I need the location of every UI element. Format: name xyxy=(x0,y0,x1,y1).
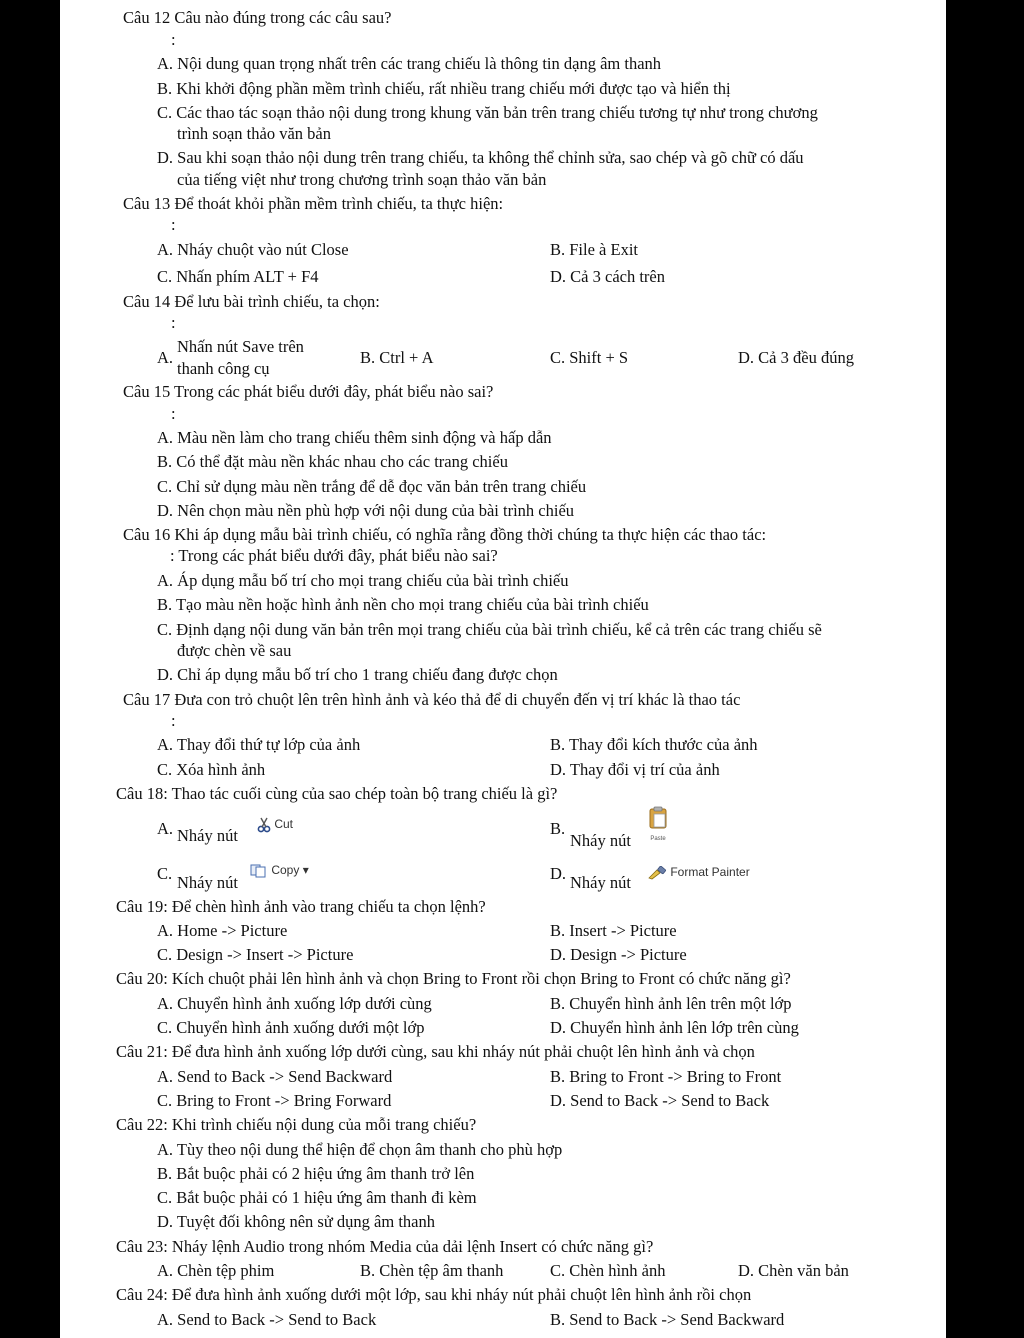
question-18-option-b: Nháy nút xyxy=(570,831,631,850)
question-21-option-a: A. Send to Back -> Send Backward xyxy=(157,1067,393,1086)
copy-icon xyxy=(250,863,268,877)
question-19-option-d: D. Design -> Picture xyxy=(550,945,687,964)
question-20-option-b: B. Chuyển hình ảnh lên trên một lớp xyxy=(550,994,792,1013)
document-page xyxy=(60,0,946,1338)
question-13-title: Câu 13 Để thoát khỏi phần mềm trình chiếu, ta thực hiện: xyxy=(123,194,504,213)
question-16-option-b: B. Tạo màu nền hoặc hình ảnh nền cho mọi trang chiếu của bài trình chiếu xyxy=(157,595,649,614)
question-14-option-a-letter: A. xyxy=(157,348,174,367)
format-painter-button xyxy=(647,865,750,880)
scissors-icon xyxy=(257,817,271,831)
question-22-title: Câu 22: Khi trình chiếu nội dung của mỗi trang chiếu? xyxy=(116,1115,477,1134)
question-19-option-c: C. Design -> Insert -> Picture xyxy=(157,945,354,964)
question-24-title: Câu 24: Để đưa hình ảnh xuống dưới một lớp, sau khi nháy nút phải chuột lên hình ảnh rồi chọn xyxy=(116,1285,752,1304)
question-17-colon: : xyxy=(171,711,176,730)
question-14-option-a-cont: thanh công cụ xyxy=(177,359,270,378)
question-21-option-d: D. Send to Back -> Send to Back xyxy=(550,1091,770,1110)
question-24-option-a: A. Send to Back -> Send to Back xyxy=(157,1310,377,1329)
question-15-option-a: A. Màu nền làm cho trang chiếu thêm sinh động và hấp dẫn xyxy=(157,428,552,447)
question-12-option-d: D. Sau khi soạn thảo nội dung trên trang chiếu, ta không thể chỉnh sửa, sao chép và gõ chữ có dấu xyxy=(157,148,804,167)
question-14-option-c: C. Shift + S xyxy=(550,348,629,367)
question-23-option-c: C. Chèn hình ảnh xyxy=(550,1261,666,1280)
question-18-option-c: Nháy nút xyxy=(177,873,238,892)
question-15-option-d: D. Nên chọn màu nền phù hợp với nội dung của bài trình chiếu xyxy=(157,501,575,520)
question-13-option-a: A. Nháy chuột vào nút Close xyxy=(157,240,349,259)
question-14-option-b: B. Ctrl + A xyxy=(360,348,434,367)
question-16-option-c-cont: được chèn về sau xyxy=(177,641,292,660)
question-22-option-c: C. Bắt buộc phải có 1 hiệu ứng âm thanh đi kèm xyxy=(157,1188,477,1207)
question-18-option-c-letter: C. xyxy=(157,864,173,883)
question-13-colon: : xyxy=(171,215,176,234)
question-23-option-d: D. Chèn văn bản xyxy=(738,1261,849,1280)
question-19-option-a: A. Home -> Picture xyxy=(157,921,288,940)
question-17-option-d: D. Thay đổi vị trí của ảnh xyxy=(550,760,720,779)
question-17-title: Câu 17 Đưa con trỏ chuột lên trên hình ảnh và kéo thả để di chuyển đến vị trí khác là thao tác xyxy=(123,690,741,709)
question-15-colon: : xyxy=(171,404,176,423)
question-21-option-b: B. Bring to Front -> Bring to Front xyxy=(550,1067,782,1086)
clipboard-icon xyxy=(647,817,669,834)
question-16-option-a: A. Áp dụng mẫu bố trí cho mọi trang chiếu của bài trình chiếu xyxy=(157,571,569,590)
question-15-option-c: C. Chỉ sử dụng màu nền trắng để dễ đọc văn bản trên trang chiếu xyxy=(157,477,587,496)
question-16-option-d: D. Chỉ áp dụng mẫu bố trí cho 1 trang chiếu đang được chọn xyxy=(157,665,558,684)
cut-label: Cut xyxy=(274,817,294,832)
format-painter-label: Format Painter xyxy=(670,865,750,879)
question-21-title: Câu 21: Để đưa hình ảnh xuống lớp dưới cùng, sau khi nháy nút phải chuột lên hình ảnh và chọn xyxy=(116,1042,755,1061)
question-14-title: Câu 14 Để lưu bài trình chiếu, ta chọn: xyxy=(123,292,380,311)
paintbrush-icon xyxy=(647,865,667,879)
copy-label: Copy ▾ xyxy=(271,863,309,877)
question-12-option-c: C. Các thao tác soạn thảo nội dung trong khung văn bản trên trang chiếu tương tự như trong chương xyxy=(157,103,818,122)
question-22-option-a: A. Tùy theo nội dung thể hiện để chọn âm thanh cho phù hợp xyxy=(157,1140,563,1159)
question-13-option-c: C. Nhấn phím ALT + F4 xyxy=(157,267,319,286)
question-12-option-b: B. Khi khởi động phần mềm trình chiếu, rất nhiều trang chiếu mới được tạo và hiển thị xyxy=(157,79,731,98)
question-14-option-a: Nhấn nút Save trên xyxy=(177,337,304,356)
question-18-title: Câu 18: Thao tác cuối cùng của sao chép toàn bộ trang chiếu là gì? xyxy=(116,784,558,803)
question-13-option-d: D. Cả 3 cách trên xyxy=(550,267,665,286)
question-24-option-b: B. Send to Back -> Send Backward xyxy=(550,1310,785,1329)
question-20-option-d: D. Chuyển hình ảnh lên lớp trên cùng xyxy=(550,1018,799,1037)
question-12-colon: : xyxy=(171,30,176,49)
question-23-option-a: A. Chèn tệp phim xyxy=(157,1261,275,1280)
question-23-title: Câu 23: Nháy lệnh Audio trong nhóm Media của dải lệnh Insert có chức năng gì? xyxy=(116,1237,654,1256)
paste-label: Paste xyxy=(650,836,666,842)
question-16-subtitle: : Trong các phát biểu dưới đây, phát biểu nào sai? xyxy=(170,546,498,565)
question-18-option-a-letter: A. xyxy=(157,819,174,838)
question-20-option-c: C. Chuyển hình ảnh xuống dưới một lớp xyxy=(157,1018,425,1037)
question-20-title: Câu 20: Kích chuột phải lên hình ảnh và chọn Bring to Front rồi chọn Bring to Front có chức năng gì? xyxy=(116,969,791,988)
question-13-option-b: B. File à Exit xyxy=(550,240,638,259)
question-14-option-d: D. Cả 3 đều đúng xyxy=(738,348,854,367)
question-18-option-d-letter: D. xyxy=(550,864,567,883)
question-15-title: Câu 15 Trong các phát biểu dưới đây, phát biểu nào sai? xyxy=(123,382,494,401)
question-23-option-b: B. Chèn tệp âm thanh xyxy=(360,1261,504,1280)
question-18-option-b-letter: B. xyxy=(550,819,566,838)
question-12-option-c-cont: trình soạn thảo văn bản xyxy=(177,124,331,143)
question-18-option-d: Nháy nút xyxy=(570,873,631,892)
question-16-option-c: C. Định dạng nội dung văn bản trên mọi trang chiếu của bài trình chiếu, kể cả trên các trang chiếu sẽ xyxy=(157,620,822,639)
question-22-option-b: B. Bắt buộc phải có 2 hiệu ứng âm thanh trở lên xyxy=(157,1164,475,1183)
question-15-option-b: B. Có thể đặt màu nền khác nhau cho các trang chiếu xyxy=(157,452,508,471)
question-20-option-a: A. Chuyển hình ảnh xuống lớp dưới cùng xyxy=(157,994,432,1013)
question-22-option-d: D. Tuyệt đối không nên sử dụng âm thanh xyxy=(157,1212,435,1231)
question-12-option-a: A. Nội dung quan trọng nhất trên các trang chiếu là thông tin dạng âm thanh xyxy=(157,54,662,73)
paste-button xyxy=(647,806,669,842)
question-16-title: Câu 16 Khi áp dụng mẫu bài trình chiếu, có nghĩa rằng đồng thời chúng ta thực hiện các thao tác: xyxy=(123,525,767,544)
question-12-option-d-cont: của tiếng việt như trong chương trình soạn thảo văn bản xyxy=(177,170,547,189)
question-17-option-a: A. Thay đổi thứ tự lớp của ảnh xyxy=(157,735,361,754)
copy-button xyxy=(250,863,309,878)
question-14-colon: : xyxy=(171,313,176,332)
cut-button xyxy=(257,817,293,833)
question-17-option-b: B. Thay đổi kích thước của ảnh xyxy=(550,735,758,754)
question-12-title: Câu 12 Câu nào đúng trong các câu sau? xyxy=(123,8,392,27)
question-18-option-a: Nháy nút xyxy=(177,826,238,845)
question-17-option-c: C. Xóa hình ảnh xyxy=(157,760,266,779)
question-21-option-c: C. Bring to Front -> Bring Forward xyxy=(157,1091,392,1110)
question-19-title: Câu 19: Để chèn hình ảnh vào trang chiếu ta chọn lệnh? xyxy=(116,897,486,916)
question-19-option-b: B. Insert -> Picture xyxy=(550,921,677,940)
